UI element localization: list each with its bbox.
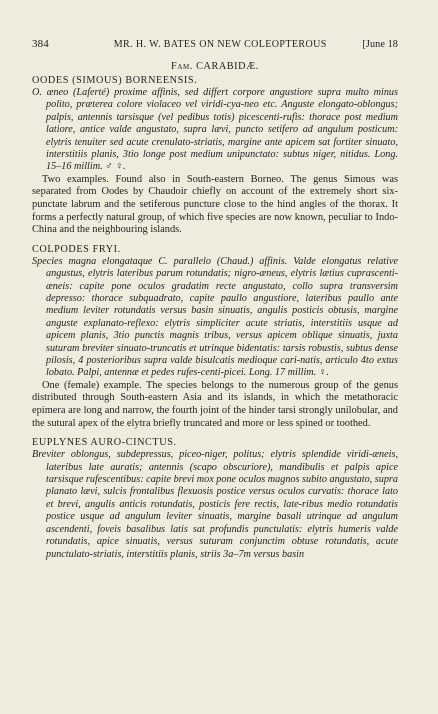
euplynes-description: Breviter oblongus, subdepressus, piceo-niger, politus; elytris splendide viridi-æneis, lateribus late auratis; antennis (scapo obscuriore), mandibulis et palpis apice tarsisque rufescentibus: capite brevi mox pone oculos magnos subito angustato, supra planato lævi, sulcis frontalibus flexuosis postice versus oculos curvatis: thorace lato et brevi, angulis anticis rotundatis, posticis fere rectis, late-ribus medio rotundatis postice usque ad angulum leviter sinuatis, margine basali utrinque ad angulum ascendenti, foveis basalibus latis sat profundis punctulatis: elytris humeris valde rotundatis, apice sinuatis, versus suturam conjunctim obtuse rotundatis, acute punctulato-striatis, interstitiis planis, striis 3a–7m versus basin [32, 449, 398, 560]
euplynes-heading: EUPLYNES AURO-CINCTUS. [32, 437, 177, 449]
oodes-remarks: Two examples. Found also in South-eastern Borneo. The genus Simous was separated from Oodes by Chaudoir chiefly on account of the extremely short six-punctate labrum and the setiferous puncture close to the hind angles of the thorax. It forms a perfectly natural group, of which five species are now known, peculiar to Indo-China and the neighbouring islands. [32, 173, 398, 236]
oodes-heading: OODES (SIMOUS) BORNEENSIS. [32, 75, 198, 86]
running-date: [June 18 [362, 39, 398, 50]
page-number: 384 [32, 38, 49, 50]
colpodes-description: Species magna elongataque C. parallelo (Chaud.) affinis. Valde elongatus relative angustus, elytris lateribus parum rotundatis; nigro-æneus, elytris lætius cuprascenti-æneis: capite pone oculos gradatim recte angustato, collo supra transversim depresso: thorace subquadrato, capite paullo angustiore, lateribus paullo ante medium leviter rotundatis versus basin sinuatis, angulis posticis obtusis, margine anguste explanato-reflexo: elytris simpliciter acute striatis, interstitiis usque ad apicem planis, 3tio punctis magnis tribus, versus apicem oblique sinuatis, juxta suturam breviter sinuato-truncatis et utrinque bidentatis: tarsis robustis, subtus dense pilosis, 4 posterioribus supra valde bisulcatis medioque cari-natis, articulo 4to extus lobato. Palpi, antennæ et pedes rufes-centi-picei. Long. 17 millim. ♀. [32, 255, 398, 379]
colpodes-heading: COLPODES FRYI. [32, 243, 121, 255]
running-head [32, 38, 398, 50]
oodes-description: O. æneo (Laferté) proxime affinis, sed differt corpore angustiore supra multo minus polito, præterea colore violaceo vel viridi-cya-neo etc. Anguste elongato-oblongus; palpis, antennis tarsisque (vel pedibus totis) picescenti-rufis: thorace post medium latiore, antice valde angustato, supra lævi, puncto setifero ad angulum posticum: elytris tenuiter sed acute crenulato-striatis, margine ante apicem sat fortiter sinuato, interstitiis planis, 3tio longe post medium unipunctato: subtus niger, nitidus. Long. 15–16 millim. ♂ ♀. [32, 87, 398, 173]
family-heading: Fam. CARABIDÆ. [171, 61, 259, 72]
running-title: MR. H. W. BATES ON NEW COLEOPTEROUS [113, 39, 327, 50]
colpodes-remarks: One (female) example. The species belongs to the numerous group of the genus distributed through South-eastern Asia and its islands, in which the metathoracic epimera are long and narrow, the fourth joint of the hinder tarsi strongly unilobular, and the sutural apex of the elytra briefly truncated and more or less spined or toothed. [32, 379, 398, 429]
